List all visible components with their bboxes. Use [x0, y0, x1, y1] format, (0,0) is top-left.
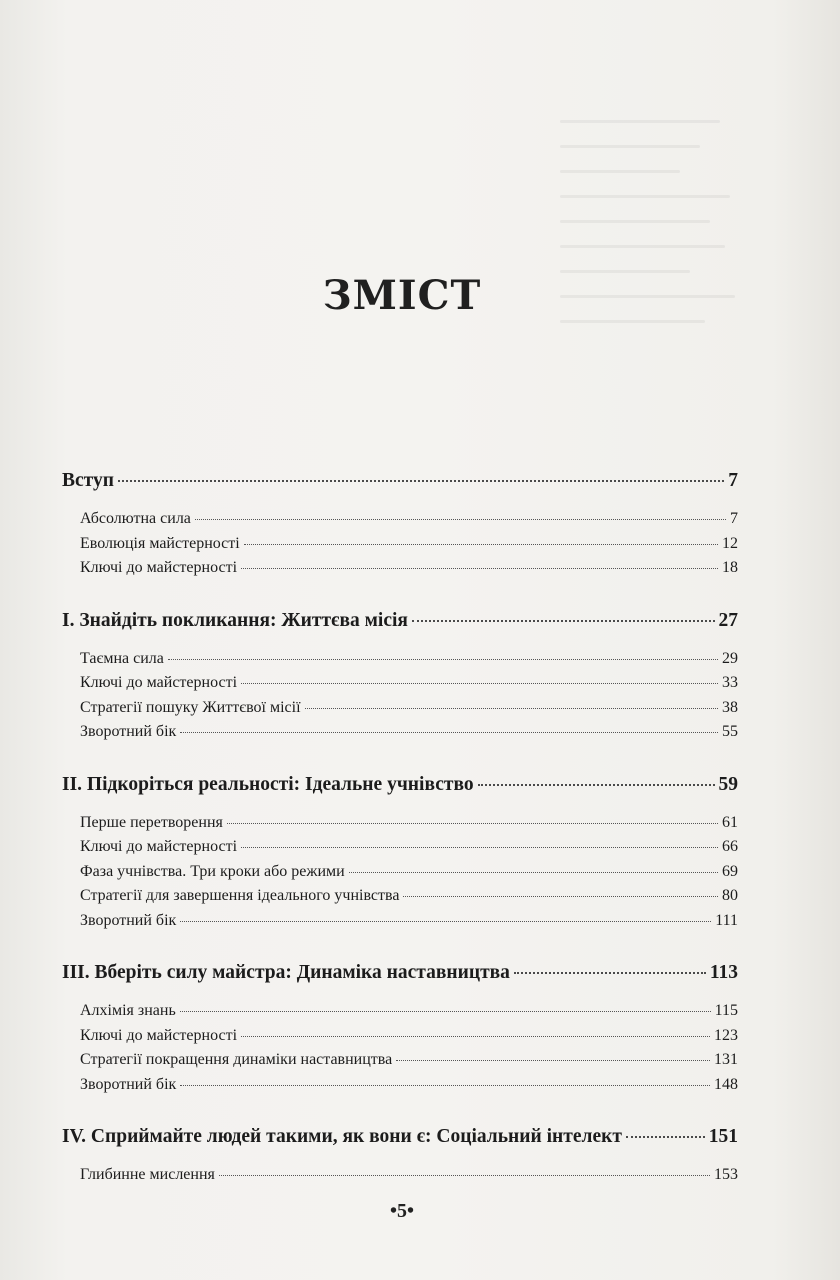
table-of-contents [62, 470, 738, 1217]
entry-page-number: 80 [722, 887, 738, 904]
toc-entry-row[interactable] [62, 887, 738, 912]
toc-entry-row[interactable] [62, 1002, 738, 1027]
toc-entry-row[interactable] [62, 699, 738, 724]
toc-chapter-row[interactable] [62, 470, 738, 502]
dot-leader [241, 683, 718, 684]
toc-chapter-row[interactable] [62, 610, 738, 642]
toc-chapter-row[interactable] [62, 1126, 738, 1158]
dot-leader [227, 823, 718, 824]
entry-page-number: 148 [714, 1075, 738, 1093]
chapter-title: IV. Сприймайте людей такими, як вони є: Соціальний інтелект [62, 1126, 622, 1147]
chapter-title: II. Підкоріться реальності: Ідеальне учнівство [62, 773, 474, 795]
toc-entry-row[interactable] [62, 863, 738, 888]
dot-leader [478, 784, 715, 786]
entry-page-number: 18 [722, 559, 738, 576]
chapter-page-number: 7 [728, 470, 738, 491]
toc-entry-row[interactable] [62, 1051, 738, 1076]
dot-leader [396, 1060, 710, 1061]
entry-page-number: 123 [714, 1026, 738, 1044]
entry-title: Стратегії для завершення ідеального учнівства [80, 887, 400, 904]
chapter-page-number: 113 [709, 962, 738, 983]
entry-page-number: 55 [722, 723, 738, 740]
dot-leader [241, 568, 718, 569]
entry-page-number: 38 [722, 698, 738, 716]
dot-leader [195, 519, 726, 520]
toc-entry-row[interactable] [62, 912, 738, 937]
chapter-page-number: 27 [718, 609, 738, 631]
entry-page-number: 69 [722, 862, 738, 880]
toc-entry-row[interactable] [62, 723, 738, 748]
entry-title: Фаза учнівства. Три кроки або режими [80, 862, 345, 880]
dot-leader [118, 480, 724, 482]
toc-entry-row[interactable] [62, 1027, 738, 1052]
entry-page-number: 12 [722, 534, 738, 552]
dot-leader [514, 972, 706, 974]
entry-title: Ключі до майстерності [80, 1026, 238, 1044]
entry-title: Перше перетворення [80, 813, 223, 831]
entry-title: Зворотний бік [80, 723, 177, 740]
entry-page-number: 66 [722, 838, 738, 855]
dot-leader [412, 620, 715, 622]
entry-title: Ключі до майстерності [80, 838, 238, 855]
entry-page-number: 131 [714, 1051, 738, 1068]
toc-entry-row[interactable] [62, 535, 738, 560]
entry-title: Алхімія знань [80, 1002, 176, 1019]
toc-section [62, 1126, 738, 1191]
dot-leader [180, 1085, 710, 1086]
chapter-title: Вступ [62, 470, 114, 491]
entry-page-number: 29 [722, 649, 738, 667]
entry-page-number: 7 [730, 510, 738, 527]
entry-title: Стратегії покращення динаміки наставництва [80, 1051, 393, 1068]
toc-entry-row[interactable] [62, 559, 738, 584]
toc-section [62, 962, 738, 1100]
toc-section [62, 774, 738, 937]
chapter-title: III. Вберіть силу майстра: Динаміка наставництва [62, 962, 510, 983]
entry-title: Еволюція майстерності [80, 534, 240, 552]
toc-chapter-row[interactable] [62, 962, 738, 994]
dot-leader [168, 659, 718, 660]
toc-entry-row[interactable] [62, 650, 738, 675]
page-number: •5• [389, 1200, 414, 1222]
toc-entry-row[interactable] [62, 1166, 738, 1191]
entry-title: Таємна сила [80, 649, 164, 667]
dot-leader [241, 1036, 710, 1037]
dot-leader [180, 732, 718, 733]
dot-leader [244, 544, 718, 545]
toc-entry-row[interactable] [62, 674, 738, 699]
dot-leader [180, 1011, 711, 1012]
entry-page-number: 115 [714, 1002, 738, 1019]
toc-entry-row[interactable] [62, 510, 738, 535]
page-title: ЗМІСТ [322, 272, 482, 319]
toc-entry-row[interactable] [62, 1076, 738, 1101]
dot-leader [403, 896, 718, 897]
chapter-page-number: 151 [708, 1126, 738, 1147]
chapter-title: I. Знайдіть покликання: Життєва місія [62, 609, 408, 631]
entry-title: Зворотний бік [80, 911, 177, 929]
entry-page-number: 33 [722, 674, 738, 691]
dot-leader [626, 1136, 705, 1138]
dot-leader [241, 847, 718, 848]
entry-title: Абсолютна сила [80, 510, 191, 527]
chapter-page-number: 59 [718, 773, 738, 795]
entry-page-number: 61 [722, 813, 738, 831]
dot-leader [180, 921, 711, 922]
dot-leader [349, 872, 718, 873]
entry-page-number: 153 [714, 1166, 738, 1183]
dot-leader [305, 708, 718, 709]
toc-section [62, 610, 738, 748]
toc-chapter-row[interactable] [62, 774, 738, 806]
entry-title: Глибинне мислення [80, 1166, 215, 1183]
entry-title: Зворотний бік [80, 1075, 177, 1093]
entry-title: Ключі до майстерності [80, 674, 238, 691]
toc-entry-row[interactable] [62, 838, 738, 863]
dot-leader [219, 1175, 710, 1176]
toc-section [62, 470, 738, 584]
bleed-through-text [560, 120, 740, 420]
entry-title: Ключі до майстерності [80, 559, 238, 576]
toc-entry-row[interactable] [62, 814, 738, 839]
entry-page-number: 111 [715, 911, 738, 929]
entry-title: Стратегії пошуку Життєвої місії [80, 698, 301, 716]
